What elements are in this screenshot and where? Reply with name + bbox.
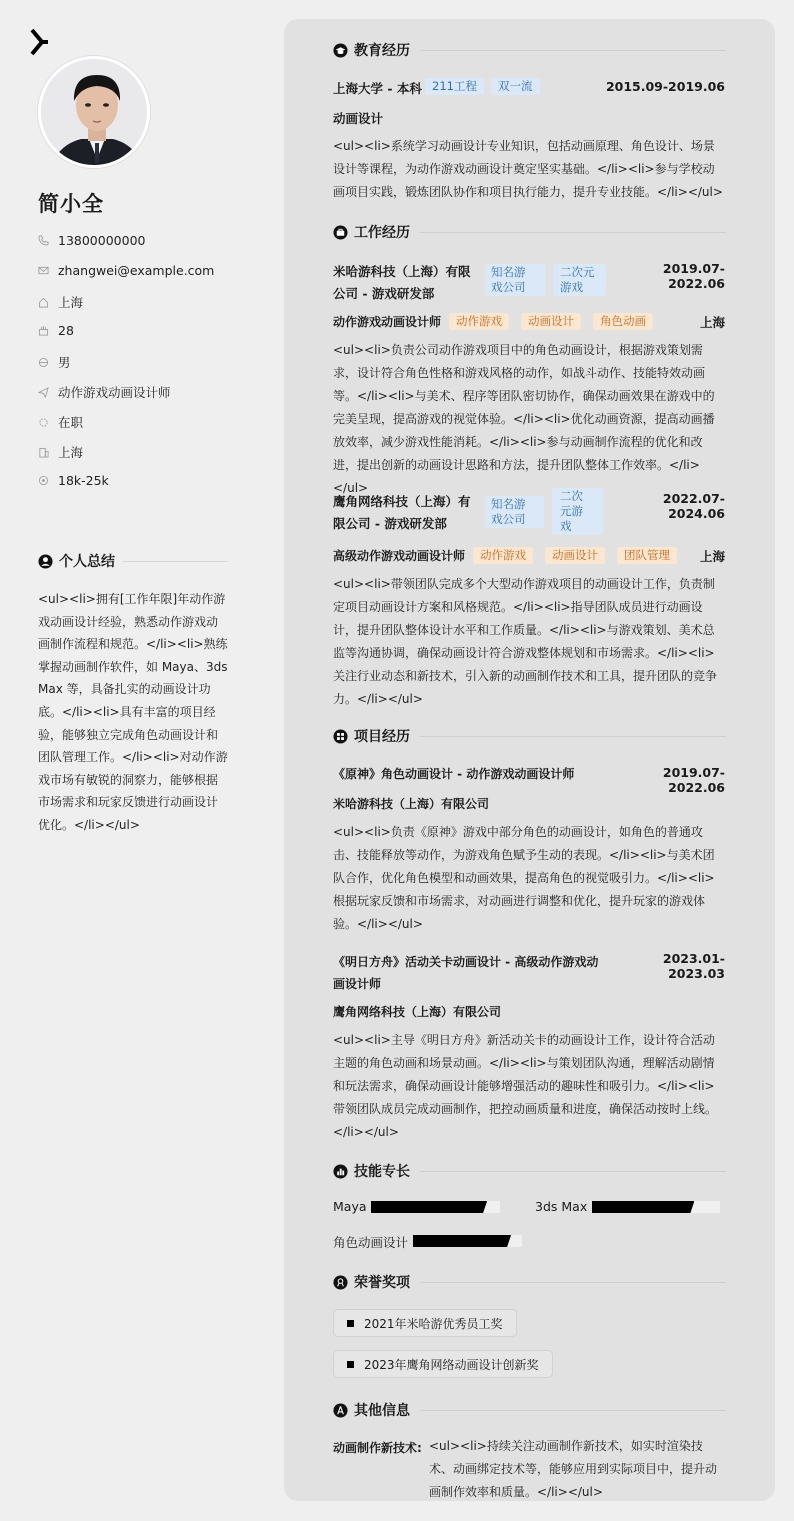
skill-name: 角色动画设计: [333, 1235, 409, 1250]
job1-company-line2: 公司 - 游戏研发部: [333, 286, 435, 301]
candidate-name: 简小全: [38, 192, 104, 216]
status-row: [38, 413, 238, 431]
skill-bar: [592, 1201, 720, 1213]
info-icon: [333, 1403, 348, 1418]
education-title: 教育经历: [354, 43, 410, 59]
job1-desc: <ul><li>负责公司动作游戏项目中的角色动画设计，根据游戏策划需求，设计符合角色性格和游戏风格的动作，如战斗动作、技能特效动画等。</li><li>与美术、程序等团队密切协作，确保动画效果在游戏中的完美呈现，提高游戏的视觉体验。</li><li>优化动画资源，提高动画播放效率，减少游戏性能消耗。</li><li>参与动画制作流程的优化和改进，提出创新的动画设计思路和方法，提升团队整体工作效率。</li></ul>: [333, 343, 715, 495]
city-row: [38, 443, 238, 461]
job2-company-line1: 鹰角网络科技（上海）有: [333, 494, 471, 509]
skill-bar-fill: [413, 1235, 511, 1247]
edu-tag: 211工程: [425, 78, 484, 95]
salary-row: [38, 473, 238, 488]
job2-tag2-line2: 元游: [560, 504, 583, 518]
honor-text: 2021年米哈游优秀员工奖: [364, 1316, 503, 1331]
project2-company: 鹰角网络科技（上海）有限公司: [333, 1005, 502, 1019]
skill-name: Maya: [333, 1199, 367, 1214]
status-icon: [38, 417, 49, 428]
project2-name: [333, 951, 613, 995]
job1-company-line1: 米哈游科技（上海）有限: [333, 264, 471, 279]
skills-title: 技能专长: [354, 1164, 410, 1180]
user-icon: [38, 554, 53, 569]
skill-bar-fill: [592, 1201, 694, 1213]
project2-desc: <ul><li>主导《明日方舟》新活动关卡的动画设计工作，设计符合活动主题的角色动画和场景动画。</li><li>与策划团队沟通，理解活动剧情和玩法需求，确保动画设计能够增强活动的趣味性和吸引力。</li><li>带领团队成员完成动画制作，把控动画质量和进度，确保活动按时上线。</li></ul>: [333, 1033, 718, 1139]
job1-tag1-line1: 知名游: [491, 265, 526, 279]
edu-school: 上海大学 - 本科: [333, 81, 422, 96]
phone-row: [38, 233, 238, 248]
bar-chart-icon: [333, 1164, 348, 1179]
avatar: [38, 56, 150, 168]
job1-tag2-line1: 二次元: [560, 265, 595, 279]
honors-heading: [333, 1272, 726, 1292]
edu-tag: 双一流: [491, 78, 540, 95]
email-text: zhangwei@example.com: [58, 263, 215, 278]
project1-period: 2019.07-2022.06: [662, 765, 725, 795]
edu-desc: <ul><li>系统学习动画设计专业知识，包括动画原理、角色设计、场景设计等课程，为动作游戏动画设计奠定坚实基础。</li><li>参与学校动画项目实践，锻炼团队协作和项目执行能力，提升专业技能。</li></ul>: [333, 139, 723, 199]
job1-tag1-line2: 戏公司: [491, 280, 526, 294]
job2-tag1-line1: 知名游: [491, 497, 526, 511]
job2-tag2-line1: 二次: [560, 489, 583, 503]
award-icon: [333, 1275, 348, 1290]
job1-period: 2019.07-2022.06: [662, 261, 725, 291]
job1-city: 上海: [699, 315, 725, 330]
job2-city: 上海: [699, 549, 725, 564]
job1-role: 动作游戏动画设计师: [333, 315, 442, 329]
other-label: 动画制作新技术:: [333, 1441, 422, 1455]
age-text: 28: [58, 323, 74, 338]
gender-text: 男: [58, 355, 71, 370]
job2-tag: [485, 496, 544, 528]
job1-tag2-line2: 游戏: [560, 280, 583, 294]
briefcase-icon: [333, 225, 348, 240]
job2-company-line2: 限公司 - 游戏研发部: [333, 516, 447, 531]
location-row: [38, 293, 238, 311]
job2-tag1-line2: 戏公司: [491, 512, 526, 526]
phone-text: 13800000000: [58, 233, 146, 248]
job2-desc: <ul><li>带领团队完成多个大型动作游戏项目的动画设计工作，负责制定项目动画设计方案和风格规范。</li><li>指导团队成员进行动画设计，提升团队整体设计水平和工作质量。</li><li>与游戏策划、美术总监等沟通协调，确保动画设计符合游戏整体规划和市场需求。</li><li>关注行业动态和新技术，引入新的动画制作技术和工具，提升团队的竞争力。</li></ul>: [333, 577, 718, 706]
edu-major: 动画设计: [333, 111, 384, 126]
job1-tag: [485, 264, 545, 296]
skill-bar-fill: [371, 1201, 487, 1213]
phone-icon: [38, 235, 49, 246]
send-icon: [38, 387, 49, 398]
logo-icon: [30, 28, 54, 58]
job1-company: [333, 261, 471, 305]
summary-text: <ul><li>拥有[工作年限]年动作游戏动画设计经验，熟悉动作游戏动画制作流程和规范。</li><li>熟练掌握动画制作软件，如 Maya、3ds Max 等，具备扎实的动画设计功底。</li><li>具有丰富的项目经验，能够独立完成角色动画设计和团队管理工作。</li><li>对动作游戏市场有敏锐的洞察力，能够根据市场需求和玩家反馈进行动画设计优化。</li></ul>: [38, 592, 228, 832]
age-row: [38, 323, 238, 338]
mail-icon: [38, 265, 49, 276]
job2-role: 高级动作游戏动画设计师: [333, 549, 466, 563]
building-icon: [38, 447, 49, 458]
job2-tag2-line3: 戏: [560, 519, 572, 533]
status-text: 在职: [58, 415, 84, 430]
other-heading: [333, 1400, 726, 1420]
skill-bar: [413, 1235, 522, 1247]
job1-skill-tag: 动作游戏: [449, 313, 509, 330]
grid-icon: [333, 729, 348, 744]
job1-tag: [553, 264, 606, 296]
honor-item: [333, 1350, 553, 1378]
honor-item: [333, 1309, 517, 1337]
home-icon: [38, 297, 49, 308]
job1-skill-tag: 角色动画: [593, 313, 653, 330]
other-text: <ul><li>持续关注动画制作新技术，如实时渲染技术、动画绑定技术等，能够应用到实际项目中，提升动画制作效率和质量。</li></ul>: [429, 1439, 718, 1499]
project1-name: 《原神》角色动画设计 - 动作游戏动画设计师: [333, 767, 575, 781]
gender-row: [38, 353, 238, 371]
salary-text: 18k-25k: [58, 473, 109, 488]
summary-heading: [38, 551, 228, 571]
honor-text: 2023年鹰角网络动画设计创新奖: [364, 1357, 539, 1372]
skill-bar: [371, 1201, 500, 1213]
job2-tag: [552, 488, 603, 535]
gender-icon: [38, 357, 49, 368]
job2-skill-tag: 动作游戏: [473, 547, 533, 564]
edu-period: 2015.09-2019.06: [605, 79, 725, 94]
position-row: [38, 383, 238, 401]
job1-skill-tag: 动画设计: [521, 313, 581, 330]
honors-title: 荣誉奖项: [354, 1275, 410, 1291]
job2-company: [333, 491, 471, 535]
coin-icon: [38, 475, 49, 486]
project2-period: 2023.01-2023.03: [662, 951, 725, 981]
other-title: 其他信息: [354, 1403, 410, 1419]
location-text: 上海: [58, 295, 84, 310]
skill-name: 3ds Max: [535, 1199, 588, 1214]
cake-icon: [38, 325, 49, 336]
project1-desc: <ul><li>负责《原神》游戏中部分角色的动画设计，如角色的普通攻击、技能释放等动作，为游戏角色赋予生动的表现。</li><li>与美术团队合作，优化角色模型和动画效果，提高角色的视觉吸引力。</li><li>根据玩家反馈和市场需求，对动画进行调整和优化，提升玩家的游戏体验。</li></ul>: [333, 825, 715, 931]
email-row: [38, 263, 238, 278]
skills-heading: [333, 1161, 726, 1181]
job2-period: 2022.07-2024.06: [662, 491, 725, 521]
project2-name-line2: 画设计师: [333, 977, 382, 991]
graduation-cap-icon: [333, 43, 348, 58]
work-title: 工作经历: [354, 225, 410, 241]
work-heading: [333, 222, 726, 242]
projects-heading: [333, 726, 726, 746]
job2-skill-tag: 团队管理: [617, 547, 677, 564]
project2-name-line1: 《明日方舟》活动关卡动画设计 - 高级动作游戏动: [333, 955, 599, 969]
summary-title: 个人总结: [59, 554, 115, 570]
project1-company: 米哈游科技（上海）有限公司: [333, 797, 490, 811]
job2-skill-tag: 动画设计: [545, 547, 605, 564]
position-text: 动作游戏动画设计师: [58, 385, 171, 400]
projects-title: 项目经历: [354, 729, 410, 745]
education-heading: [333, 40, 726, 60]
city-text: 上海: [58, 445, 84, 460]
